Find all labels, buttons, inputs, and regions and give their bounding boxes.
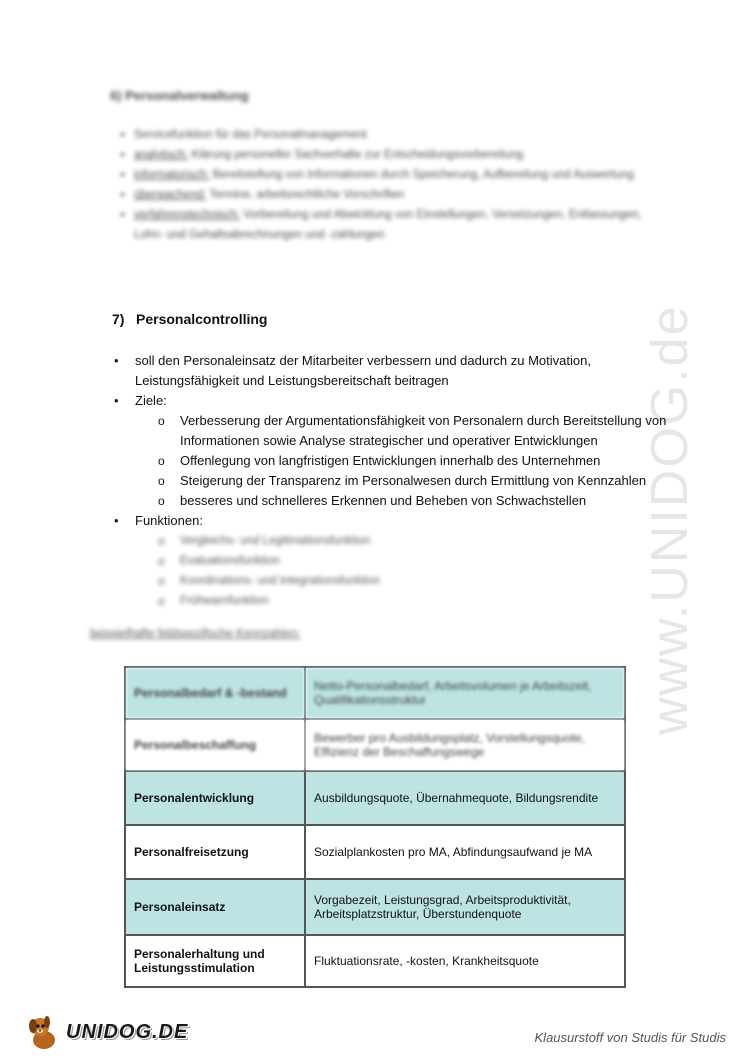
table-cell-metrics: Vorgabezeit, Leistungsgrad, Arbeitsproduktivität, Arbeitsplatzstruktur, Überstundenquote — [305, 879, 625, 935]
function-item: o Evaluationsfunktion — [108, 551, 678, 571]
table-cell-metrics: Sozialplankosten pro MA, Abfindungsaufwand je MA — [305, 825, 625, 879]
logo-text: UNIDOG.DE — [66, 1020, 189, 1043]
blurred-heading: 6) Personalverwaltung — [110, 88, 249, 103]
kpi-table — [124, 666, 626, 988]
table-cell-metrics: Netto-Personalbedarf, Arbeitsvolumen je Arbeitszeit, Qualifikationsstruktur — [305, 667, 625, 719]
table-row — [125, 825, 625, 879]
goal-item: o Steigerung der Transparenz im Personalwesen durch Ermittlung von Kennzahlen — [108, 471, 678, 491]
blurred-list-item: ▪ Servicefunktion für das Personalmanagement — [134, 125, 650, 145]
bullet-item: • soll den Personaleinsatz der Mitarbeiter verbessern und dadurch zu Motivation, Leistungsfähigkeit und Leistungsbereitschaft beitragen — [108, 351, 678, 391]
blurred-list-item: ▪ verfahrenstechnisch: Vorbereitung und Abwicklung von Einstellungen, Versetzungen, Entlassungen, Lohn- und Gehaltsabrechnungen und -zahlungen — [134, 205, 650, 245]
function-item: o Frühwarnfunktion — [108, 591, 678, 611]
table-row — [125, 879, 625, 935]
blurred-list-item: ▪ informatorisch: Bereitstellung von Informationen durch Speicherung, Aufbereitung und Auswertung — [134, 165, 650, 185]
dog-mascot-icon — [24, 1012, 64, 1052]
table-cell-area: Personalerhaltung und Leistungsstimulation — [125, 935, 305, 987]
blurred-section — [110, 88, 650, 245]
table-row — [125, 771, 625, 825]
table-row — [125, 719, 625, 771]
table-cell-area: Personalentwicklung — [125, 771, 305, 825]
blurred-list — [110, 125, 650, 245]
section-content — [108, 351, 678, 611]
footer-tagline: Klausurstoff von Studis für Studis — [534, 1030, 726, 1045]
table-cell-metrics: Ausbildungsquote, Übernahmequote, Bildungsrendite — [305, 771, 625, 825]
blurred-list-item: ▪ analytisch: Klärung personeller Sachverhalte zur Entscheidungsvorbereitung — [134, 145, 650, 165]
goal-item: o besseres und schnelleres Erkennen und Beheben von Schwachstellen — [108, 491, 678, 511]
table-cell-metrics: Bewerber pro Ausbildungsplatz, Vorstellungsquote, Effizienz der Beschaffungswege — [305, 719, 625, 771]
goal-item: o Offenlegung von langfristigen Entwicklungen innerhalb des Unternehmen — [108, 451, 678, 471]
section-heading — [112, 311, 267, 327]
function-item: o Vergleichs- und Legitimationsfunktion — [108, 531, 678, 551]
blurred-list-item: ▪ überwachend: Termine, arbeitsrechtliche Vorschriften — [134, 185, 650, 205]
table-cell-area: Personalfreisetzung — [125, 825, 305, 879]
table-cell-area: Personalbeschaffung — [125, 719, 305, 771]
table-cell-area: Personalbedarf & -bestand — [125, 667, 305, 719]
unidog-logo[interactable] — [24, 1012, 188, 1052]
function-item: o Koordinations- und Integrationsfunktion — [108, 571, 678, 591]
section-title: Personalcontrolling — [136, 311, 268, 327]
table-row — [125, 667, 625, 719]
watermark: www.UNIDOG.de — [641, 304, 699, 735]
bullet-item-functions: • Funktionen: — [108, 511, 678, 531]
section-number: 7) — [112, 311, 125, 327]
bullet-item-goals: • Ziele: — [108, 391, 678, 411]
table-cell-metrics: Fluktuationsrate, -kosten, Krankheitsquote — [305, 935, 625, 987]
table-cell-area: Personaleinsatz — [125, 879, 305, 935]
table-caption: beispielhafte feldspezifische Kennzahlen: — [90, 628, 301, 640]
table-row — [125, 935, 625, 987]
goal-item: o Verbesserung der Argumentationsfähigkeit von Personalern durch Bereitstellung von Informationen sowie Analyse strategischer und operativer Entwicklungen — [108, 411, 678, 451]
